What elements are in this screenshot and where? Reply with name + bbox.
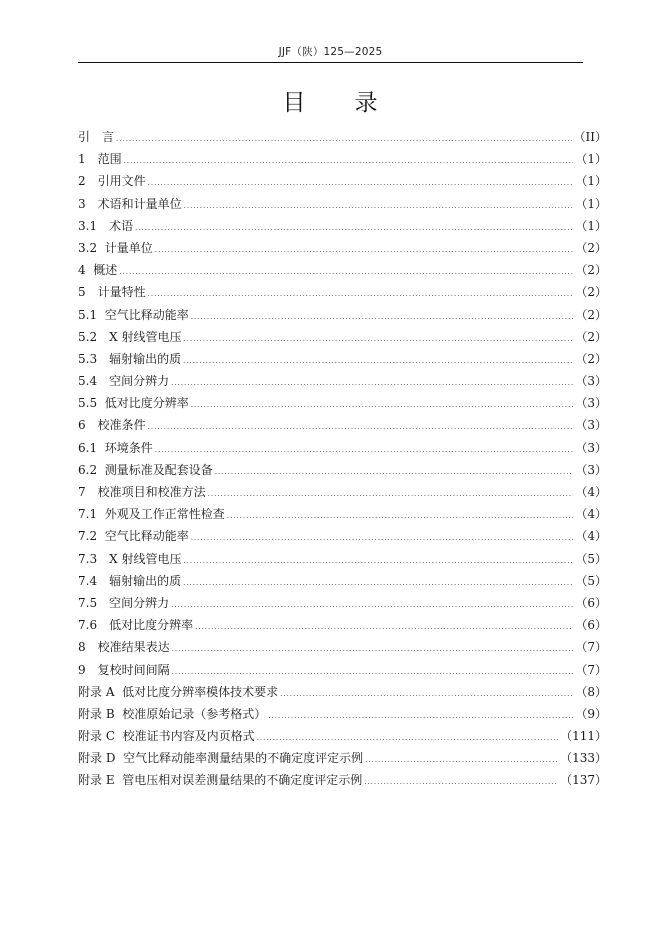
toc-entry-page-number: （5） [575, 551, 607, 566]
toc-dot-leader [280, 683, 573, 705]
toc-entry-page-number: （3） [575, 418, 607, 433]
toc-dot-leader [191, 394, 574, 416]
toc-entry-page-number: （7） [575, 640, 607, 655]
toc-entry-page-number: （3） [575, 374, 607, 389]
toc-entry-label: 6.2 测量标准及配套设备 [78, 462, 213, 477]
table-of-contents [78, 126, 607, 792]
toc-entry-label: 5 计量特性 [78, 285, 146, 300]
toc-entry-page-number: （133） [560, 751, 607, 766]
toc-dot-leader [155, 239, 574, 261]
toc-entry-page-number: （2） [575, 351, 607, 366]
header-rule [78, 62, 583, 63]
toc-entry-label: 2 引用文件 [78, 174, 146, 189]
toc-entry[interactable] [78, 614, 607, 636]
page-header: JJF（陕）125—2025 [278, 46, 383, 58]
toc-entry-page-number: （9） [575, 706, 607, 721]
toc-entry-label: 7.1 外观及工作正常性检查 [78, 507, 225, 522]
toc-entry[interactable] [78, 725, 607, 747]
toc-dot-leader [195, 616, 573, 638]
toc-entry-label: 7.3 X 射线管电压 [78, 551, 182, 566]
toc-dot-leader [183, 350, 573, 372]
toc-entry-label: 附录 C 校准证书内容及内页格式 [78, 729, 255, 744]
toc-dot-leader [365, 749, 558, 771]
toc-entry[interactable] [78, 659, 607, 681]
toc-dot-leader [171, 594, 573, 616]
toc-entry-page-number: （137） [560, 773, 607, 788]
toc-entry[interactable] [78, 304, 607, 326]
toc-entry-page-number: （3） [575, 396, 607, 411]
toc-dot-leader [364, 771, 558, 793]
toc-entry[interactable] [78, 392, 607, 414]
toc-entry[interactable] [78, 259, 607, 281]
toc-entry[interactable] [78, 148, 607, 170]
toc-dot-leader [124, 150, 574, 172]
toc-entry[interactable] [78, 326, 607, 348]
toc-dot-leader [172, 638, 574, 660]
toc-entry[interactable] [78, 126, 607, 148]
toc-dot-leader [172, 661, 574, 683]
toc-entry-page-number: （2） [575, 307, 607, 322]
toc-entry-label: 5.4 空间分辨力 [78, 374, 170, 389]
toc-entry-page-number: （2） [575, 329, 607, 344]
toc-entry-page-number: （6） [575, 618, 607, 633]
toc-entry-label: 6.1 环境条件 [78, 440, 153, 455]
toc-entry-page-number: （2） [575, 263, 607, 278]
toc-entry[interactable] [78, 348, 607, 370]
toc-entry-label: 附录 A 低对比度分辨率模体技术要求 [78, 684, 279, 699]
toc-entry-label: 9 复校时间间隔 [78, 662, 170, 677]
toc-dot-leader [191, 527, 574, 549]
toc-entry-page-number: （8） [575, 684, 607, 699]
toc-entry[interactable] [78, 592, 607, 614]
toc-entry-page-number: （7） [575, 662, 607, 677]
toc-entry-label: 6 校准条件 [78, 418, 146, 433]
toc-dot-leader [183, 550, 573, 572]
toc-entry-label: 5.3 辐射输出的质 [78, 351, 182, 366]
toc-entry[interactable] [78, 437, 607, 459]
toc-entry[interactable] [78, 747, 607, 769]
toc-entry-label: 3.1 术语 [78, 218, 134, 233]
toc-entry[interactable] [78, 281, 607, 303]
toc-entry-page-number: （4） [575, 529, 607, 544]
toc-entry[interactable] [78, 237, 607, 259]
toc-entry[interactable] [78, 414, 607, 436]
toc-entry[interactable] [78, 548, 607, 570]
toc-entry-label: 5.1 空气比释动能率 [78, 307, 189, 322]
toc-entry[interactable] [78, 681, 607, 703]
toc-entry-label: 8 校准结果表达 [78, 640, 170, 655]
toc-entry-label: 5.5 低对比度分辨率 [78, 396, 189, 411]
toc-dot-leader [191, 306, 574, 328]
toc-dot-leader [155, 439, 574, 461]
toc-entry[interactable] [78, 481, 607, 503]
toc-entry-label: 7 校准项目和校准方法 [78, 485, 206, 499]
toc-entry-page-number: （4） [575, 485, 607, 499]
toc-entry-label: 附录 B 校准原始记录（参考格式） [78, 706, 267, 721]
toc-dot-leader [184, 195, 574, 217]
toc-entry-page-number: （2） [575, 285, 607, 300]
toc-entry[interactable] [78, 570, 607, 592]
toc-entry-label: 1 范围 [78, 152, 122, 167]
toc-entry[interactable] [78, 370, 607, 392]
toc-entry-page-number: （1） [575, 196, 607, 211]
toc-dot-leader [183, 328, 573, 350]
page-title: 目 录 [282, 90, 379, 116]
toc-entry-label: 3 术语和计量单位 [78, 196, 182, 211]
toc-dot-leader [116, 128, 572, 150]
toc-entry-label: 3.2 计量单位 [78, 240, 153, 255]
toc-entry-label: 7.2 空气比释动能率 [78, 529, 189, 544]
toc-entry[interactable] [78, 193, 607, 215]
toc-entry-label: 4 概述 [78, 263, 118, 278]
toc-dot-leader [171, 372, 573, 394]
toc-entry-page-number: （3） [575, 440, 607, 455]
toc-entry-page-number: （1） [575, 174, 607, 189]
toc-entry[interactable] [78, 503, 607, 525]
toc-dot-leader [208, 483, 574, 505]
toc-entry-label: 7.4 辐射输出的质 [78, 573, 182, 588]
toc-entry-page-number: （4） [575, 507, 607, 522]
toc-entry-page-number: （1） [575, 152, 607, 167]
toc-entry-label: 5.2 X 射线管电压 [78, 329, 182, 344]
toc-entry[interactable] [78, 170, 607, 192]
toc-entry[interactable] [78, 769, 607, 791]
toc-entry-page-number: （111） [560, 729, 607, 744]
toc-entry-page-number: （1） [575, 218, 607, 233]
toc-dot-leader [135, 217, 573, 239]
toc-entry[interactable] [78, 703, 607, 725]
toc-dot-leader [148, 172, 574, 194]
toc-entry[interactable] [78, 459, 607, 481]
toc-entry-label: 引 言 [78, 130, 115, 144]
toc-entry-page-number: （2） [575, 240, 607, 255]
toc-dot-leader [148, 416, 574, 438]
toc-entry-page-number: （5） [575, 573, 607, 588]
toc-entry-label: 附录 E 管电压相对误差测量结果的不确定度评定示例 [78, 773, 363, 788]
toc-entry-page-number: （6） [575, 595, 607, 610]
toc-entry[interactable] [78, 525, 607, 547]
toc-entry-page-number: （II） [573, 130, 607, 144]
toc-entry-label: 附录 D 空气比释动能率测量结果的不确定度评定示例 [78, 751, 364, 766]
toc-entry-label: 7.6 低对比度分辨率 [78, 618, 194, 633]
toc-dot-leader [119, 261, 573, 283]
toc-entry-label: 7.5 空间分辨力 [78, 595, 170, 610]
toc-dot-leader [227, 505, 574, 527]
toc-entry[interactable] [78, 215, 607, 237]
toc-dot-leader [215, 461, 574, 483]
toc-entry-page-number: （3） [575, 462, 607, 477]
toc-dot-leader [148, 283, 574, 305]
toc-entry[interactable] [78, 636, 607, 658]
toc-dot-leader [268, 705, 573, 727]
toc-dot-leader [183, 572, 573, 594]
toc-dot-leader [257, 727, 558, 749]
